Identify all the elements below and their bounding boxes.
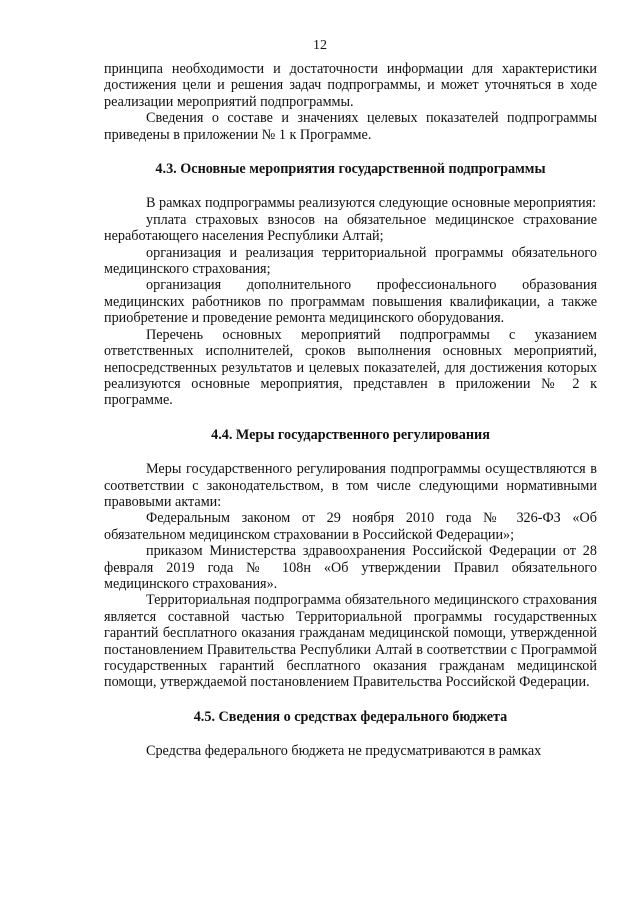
document-body bbox=[104, 61, 597, 760]
paragraph: Средства федерального бюджета не предусматриваются в рамках bbox=[146, 743, 542, 760]
paragraph: В рамках подпрограммы реализуются следующие основные мероприятия: bbox=[146, 195, 597, 212]
section-heading-4-3: 4.3. Основные мероприятия государственной подпрограммы bbox=[155, 161, 546, 178]
list-item-paragraph: приказом Министерства здравоохранения Российской Федерации от 28 февраля 2019 года № 108н «Об утверждении Правил обязательного медицинского страхования». bbox=[104, 543, 597, 592]
paragraph: Территориальная подпрограмма обязательного медицинского страхования является составной частью Территориальной программы государственных гарантий бесплатного оказания гражданам медицинской помощи, утвержденной постановлением Правительства Республики Алтай в соответствии с Программой государственных гарантий бесплатного оказания гражданам медицинской помощи, утверждаемой постановлением Правительства Российской Федерации. bbox=[104, 592, 597, 691]
section-heading-4-4: 4.4. Меры государственного регулирования bbox=[211, 426, 490, 443]
paragraph: принципа необходимости и достаточности информации для характеристики достижения цели и решения задач подпрограммы, и может уточняться в ходе реализации мероприятий подпрограммы. bbox=[104, 61, 597, 110]
list-item-paragraph: организация дополнительного профессионального образования медицинских работников по программам повышения квалификации, а также приобретение и проведение ремонта медицинского оборудования. bbox=[104, 277, 597, 327]
paragraph: Перечень основных мероприятий подпрограммы с указанием ответственных исполнителей, сроков выполнения основных мероприятий, непосредственных результатов и целевых показателей, для достижения которых реализуются основные мероприятия, представлен в приложении № 2 к программе. bbox=[104, 326, 597, 409]
list-item-paragraph: уплата страховых взносов на обязательное медицинское страхование неработающего населения Республики Алтай; bbox=[104, 211, 597, 245]
paragraph: Меры государственного регулирования подпрограммы осуществляются в соответствии с законодательством, в том числе следующими нормативными правовыми актами: bbox=[104, 461, 597, 510]
page-number: 12 bbox=[313, 38, 327, 53]
paragraph: Сведения о составе и значениях целевых показателей подпрограммы приведены в приложении № 1 к Программе. bbox=[104, 110, 597, 143]
section-heading-4-5: 4.5. Сведения о средствах федерального бюджета bbox=[193, 708, 508, 725]
list-item-paragraph: Федеральным законом от 29 ноября 2010 года № 326-ФЗ «Об обязательном медицинском страховании в Российской Федерации»; bbox=[104, 510, 597, 543]
list-item-paragraph: организация и реализация территориальной программы обязательного медицинского страхования; bbox=[104, 244, 597, 278]
